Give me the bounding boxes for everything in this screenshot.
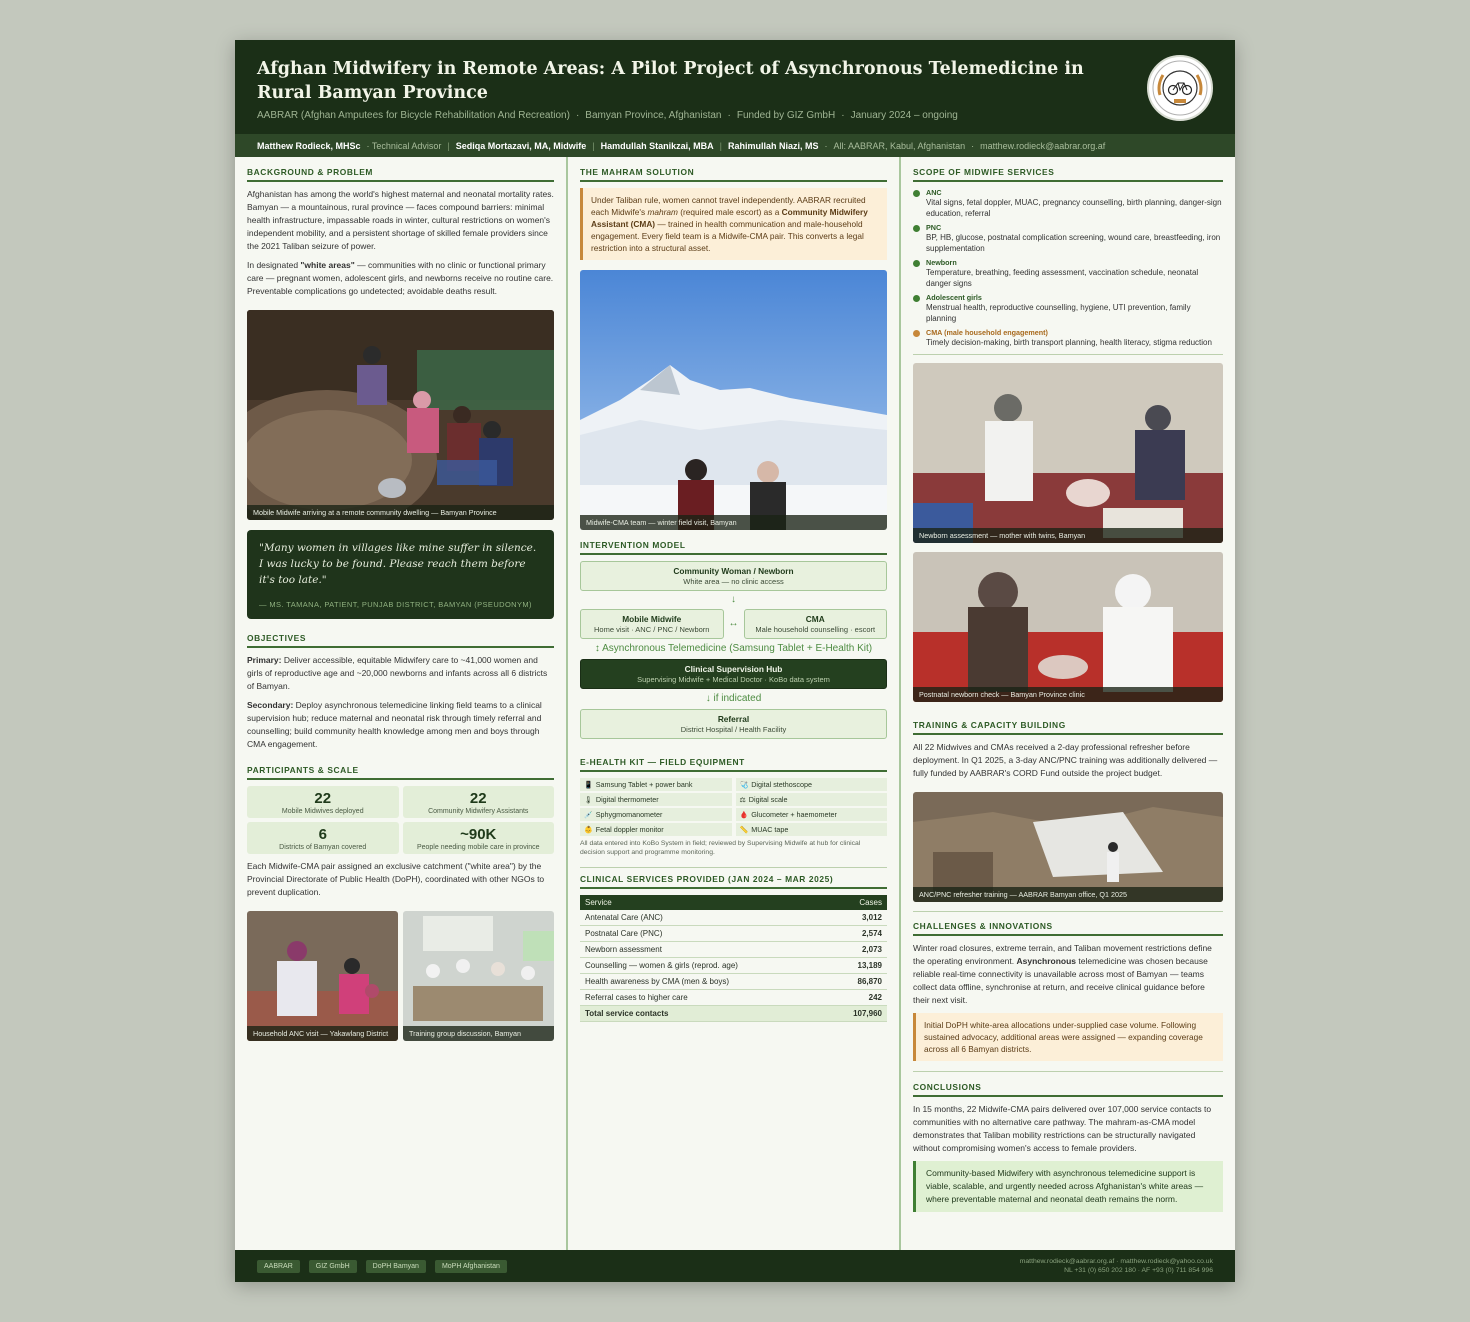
footer-emails[interactable]: matthew.rodieck@aabrar.org.af · matthew.rodieck@yahoo.co.uk	[1019, 1258, 1213, 1265]
arrow-left-right-icon: ↔	[728, 618, 739, 629]
kit-item: 🌡 Digital thermometer	[580, 793, 732, 806]
stat-card: 22 Community Midwifery Assistants	[403, 786, 555, 818]
table-row: Newborn assessment 2,073	[580, 942, 887, 958]
challenges-callout: Initial DoPH white-area allocations under-supplied case volume. Following sustained advocacy, additional areas were assigned — expanding coverage across all 6 Bamyan districts.	[913, 1013, 1223, 1061]
kit-item: 📱 Samsung Tablet + power bank	[580, 778, 732, 791]
column-left	[235, 157, 568, 1250]
poster-header	[235, 40, 1235, 134]
poster-columns	[235, 157, 1235, 1250]
stethoscope-icon: 🩺	[739, 781, 749, 789]
arrow-down-icon: ↓	[731, 594, 736, 605]
kit-item: 🩺 Digital stethoscope	[736, 778, 888, 791]
poster-title: Afghan Midwifery in Remote Areas: A Pilot Project of Asynchronous Telemedicine in Rural Bamyan Province	[257, 59, 1084, 103]
flow-box-community: Community Woman / Newborn White area — no clinic access	[580, 561, 887, 591]
photo-anc-visit	[247, 911, 398, 1041]
flow-box-cma: CMA Male household counselling · escort	[744, 609, 888, 639]
photo-refresher-training	[913, 792, 1223, 902]
patient-quote	[247, 530, 554, 619]
column-middle	[568, 157, 901, 1250]
photo-winter-field-visit	[580, 270, 887, 530]
photo-training-group	[403, 911, 554, 1041]
kit-item: 👶 Fetal doppler monitor	[580, 823, 732, 836]
table-row: Antenatal Care (ANC) 3,012	[580, 910, 887, 926]
photo-row	[247, 911, 554, 1041]
bicycle-seal-icon	[1147, 55, 1213, 121]
services-table	[580, 895, 887, 1022]
section-heading: TRAINING & CAPACITY BUILDING	[913, 720, 1223, 735]
section-heading: BACKGROUND & PROBLEM	[247, 167, 554, 182]
flow-box-midwife: Mobile Midwife Home visit · ANC / PNC / Newborn	[580, 609, 724, 639]
section-heading: CHALLENGES & INNOVATIONS	[913, 921, 1223, 936]
bullet-dot-icon	[913, 330, 920, 337]
photo-postnatal-check	[913, 552, 1223, 702]
partner-tag: DoPH Bamyan	[366, 1260, 426, 1273]
quote-text: "Many women in villages like mine suffer in silence. I was lucky to be found. Please reach them before it's too late."	[259, 542, 537, 586]
author-bar: Matthew Rodieck, MHSc · Technical Advisor | Sediqa Mortazavi, MA, Midwife | Hamdullah Stanikzai, MBA | Rahimullah Niazi, MS · All: AABRAR, Kabul, Afghanistan · matthew.rodieck@aabrar.org.af	[235, 134, 1235, 157]
primary-objective: Primary: Deliver accessible, equitable Midwifery care to ~41,000 women and girls of reproductive age and ~20,000 newborns and infants across all 6 districts of Bamyan.	[247, 655, 548, 691]
section-heading: CONCLUSIONS	[913, 1082, 1223, 1097]
partner-tag: GIZ GmbH	[309, 1260, 357, 1273]
scope-item-cma: CMA (male household engagement) Timely decision-making, birth transport planning, health literacy, stigma reduction	[913, 328, 1223, 348]
kit-item: ⚖ Digital scale	[736, 793, 888, 806]
section-heading: SCOPE OF MIDWIFE SERVICES	[913, 167, 1223, 182]
flow-box-supervision-hub: Clinical Supervision Hub Supervising Midwife + Medical Doctor · KoBo data system	[580, 659, 887, 689]
scope-item: Newborn Temperature, breathing, feeding assessment, vaccination schedule, neonatal danger signs	[913, 258, 1223, 289]
stat-card: 6 Districts of Bamyan covered	[247, 822, 399, 854]
bullet-dot-icon	[913, 260, 920, 267]
scale-icon: ⚖	[739, 796, 746, 804]
conclusions-paragraph: In 15 months, 22 Midwife-CMA pairs delivered over 107,000 service contacts to communities with no alternative care pathway. The mahram-as-CMA model demonstrates that Taliban mobility restrictions can be structurally navigated without compromising women's access to female providers.	[913, 1104, 1212, 1153]
location: Bamyan Province, Afghanistan	[585, 110, 722, 121]
photo-caption: Training group discussion, Bamyan	[403, 1026, 554, 1041]
section-heading: PARTICIPANTS & SCALE	[247, 765, 554, 780]
divider	[913, 354, 1223, 355]
bullet-dot-icon	[913, 190, 920, 197]
tablet-icon: 📱	[584, 781, 593, 789]
photo-caption: Postnatal newborn check — Bamyan Province clinic	[913, 687, 1223, 702]
kit-item: 📏 MUAC tape	[736, 823, 888, 836]
scope-item: PNC BP, HB, glucose, postnatal complication screening, wound care, breastfeeding, iron supplementation	[913, 223, 1223, 254]
background-paragraph: Afghanistan has among the world's highest maternal and neonatal mortality rates. Bamyan — a mountainous, rural province — faces compound barriers: minimal health infrastructure, impassable roads in winter, cultural restrictions on women's independent mobility, and a persistent shortage of skilled female providers since the 2021 Taliban seizure of power.	[247, 189, 554, 251]
mahram-callout: Under Taliban rule, women cannot travel independently. AABRAR recruited each Midwife's mahram (required male escort) as a Community Midwifery Assistant (CMA) — trained in health communication and male-household engagement. Every field team is a Midwife-CMA pair. This converts a legal restriction into a structural asset.	[580, 188, 887, 260]
table-header-row: Service Cases	[580, 895, 887, 910]
challenges-paragraph: Winter road closures, extreme terrain, and Taliban movement restrictions define the operating environment. Asynchronous telemedicine was chosen because reliable real-time connectivity is unavailable across most of Bamyan — teams collect data offline, synchronise at return, and receive clinical guidance before their next visit.	[913, 943, 1212, 1005]
photo-caption: Mobile Midwife arriving at a remote community dwelling — Bamyan Province	[247, 505, 554, 520]
bullet-dot-icon	[913, 225, 920, 232]
section-heading: OBJECTIVES	[247, 633, 554, 648]
divider	[913, 1071, 1223, 1072]
equipment-grid	[580, 778, 887, 836]
divider	[913, 911, 1223, 912]
partner-tag: AABRAR	[257, 1260, 300, 1273]
photo-midwife-dwelling	[247, 310, 554, 520]
divider	[580, 867, 887, 868]
syringe-icon: 💉	[584, 811, 593, 819]
table-total-row: Total service contacts 107,960	[580, 1006, 887, 1022]
org-name: AABRAR (Afghan Amputees for Bicycle Rehabilitation And Recreation)	[257, 110, 570, 121]
footer-contact	[1020, 1257, 1213, 1275]
author-name: Rahimullah Niazi, MS	[728, 140, 819, 151]
baby-icon: 👶	[584, 826, 593, 834]
author-name: Matthew Rodieck, MHSc	[257, 140, 361, 151]
conclusions-callout: Community-based Midwifery with asynchronous telemedicine support is viable, scalable, and urgently needed across Afghanistan's white areas — where preventable maternal and neonatal death remains the norm.	[913, 1161, 1223, 1212]
photo-caption: Newborn assessment — mother with twins, Bamyan	[913, 528, 1223, 543]
poster	[235, 40, 1235, 1282]
author-role: · Technical Advisor	[366, 140, 442, 151]
table-row: Referral cases to higher care 242	[580, 990, 887, 1006]
section-heading: E-HEALTH KIT — FIELD EQUIPMENT	[580, 757, 887, 772]
secondary-objective: Secondary: Deploy asynchronous telemedicine linking field teams to a clinical supervision hub; reduce maternal and neonatal risk through timely referral and counselling; build community health knowledge among men and boys through CMA engagement.	[247, 700, 542, 749]
affiliation: All: AABRAR, Kabul, Afghanistan	[833, 140, 966, 151]
scope-item: ANC Vital signs, fetal doppler, MUAC, pregnancy counselling, birth planning, danger-sign education, referral	[913, 188, 1223, 219]
arrow-if-indicated: ↓ if indicated	[705, 693, 762, 704]
column-right	[901, 157, 1235, 1250]
poster-footer	[235, 1250, 1235, 1282]
white-areas-paragraph: In designated "white areas" — communities with no clinic or functional primary care — pregnant women, adolescent girls, and newborns receive no routine care. Preventable complications go undetected; avoidable deaths result.	[247, 260, 554, 296]
funder: Funded by GIZ GmbH	[736, 110, 836, 121]
author-separator: |	[592, 140, 595, 151]
kit-note: All data entered into KoBo System in field; reviewed by Supervising Midwife at hub for clinical decision support and programme monitoring.	[580, 840, 861, 856]
kit-item: 🩸 Glucometer + haemometer	[736, 808, 888, 821]
photo-caption: Household ANC visit — Yakawlang District	[247, 1026, 398, 1041]
bullet-dot-icon	[913, 295, 920, 302]
partner-tag: MoPH Afghanistan	[435, 1260, 507, 1273]
ruler-icon: 📏	[739, 826, 749, 834]
telemedicine-link: ↕ Asynchronous Telemedicine (Samsung Tablet + E-Health Kit)	[594, 643, 873, 654]
table-row: Health awareness by CMA (men & boys) 86,870	[580, 974, 887, 990]
kit-item: 💉 Sphygmomanometer	[580, 808, 732, 821]
quote-attribution: — MS. TAMANA, PATIENT, PUNJAB DISTRICT, BAMYAN (PSEUDONYM)	[259, 600, 532, 609]
section-heading: CLINICAL SERVICES PROVIDED (JAN 2024 – MAR 2025)	[580, 874, 887, 889]
author-separator: |	[719, 140, 722, 151]
stat-card: 22 Mobile Midwives deployed	[247, 786, 399, 818]
footer-phones: NL +31 (0) 650 202 180 · AF +93 (0) 711 854 996	[1064, 1267, 1213, 1274]
author-email-link[interactable]: matthew.rodieck@aabrar.org.af	[980, 140, 1106, 151]
photo-caption: ANC/PNC refresher training — AABRAR Bamyan office, Q1 2025	[913, 887, 1223, 902]
stats-grid	[247, 786, 554, 854]
scope-item: Adolescent girls Menstrual health, reproductive counselling, hygiene, UTI prevention, family planning	[913, 293, 1223, 324]
flow-box-referral: Referral District Hospital / Health Facility	[580, 709, 887, 739]
thermometer-icon: 🌡	[584, 796, 593, 804]
section-heading: THE MAHRAM SOLUTION	[580, 167, 887, 182]
project-period: January 2024 – ongoing	[850, 110, 958, 121]
stat-card: ~90K People needing mobile care in province	[403, 822, 555, 854]
photo-caption: Midwife-CMA team — winter field visit, Bamyan	[580, 515, 887, 530]
table-row: Counselling — women & girls (reprod. age) 13,189	[580, 958, 887, 974]
author-name: Hamdullah Stanikzai, MBA	[600, 140, 714, 151]
flow-row-field-team	[580, 609, 887, 639]
poster-subtitle: AABRAR (Afghan Amputees for Bicycle Rehabilitation And Recreation) · Bamyan Province, Afghanistan · Funded by GIZ GmbH · January 2024 – ongoing	[257, 110, 958, 121]
author-name: Sediqa Mortazavi, MA, Midwife	[455, 140, 587, 151]
author-separator: |	[447, 140, 450, 151]
training-paragraph: All 22 Midwives and CMAs received a 2-day professional refresher before deployment. In Q1 2025, a 3-day ANC/PNC training was additionally delivered — fully funded by AABRAR's CORD Fund outside the project budget.	[913, 742, 1218, 778]
photo-newborn-twins	[913, 363, 1223, 543]
blood-drop-icon: 🩸	[739, 811, 749, 819]
section-heading: INTERVENTION MODEL	[580, 540, 887, 555]
table-row: Postnatal Care (PNC) 2,574	[580, 926, 887, 942]
catchment-paragraph: Each Midwife-CMA pair assigned an exclusive catchment ("white area") by the Provincial Directorate of Public Health (DoPH), coordinated with other NGOs to prevent duplication.	[247, 861, 545, 897]
